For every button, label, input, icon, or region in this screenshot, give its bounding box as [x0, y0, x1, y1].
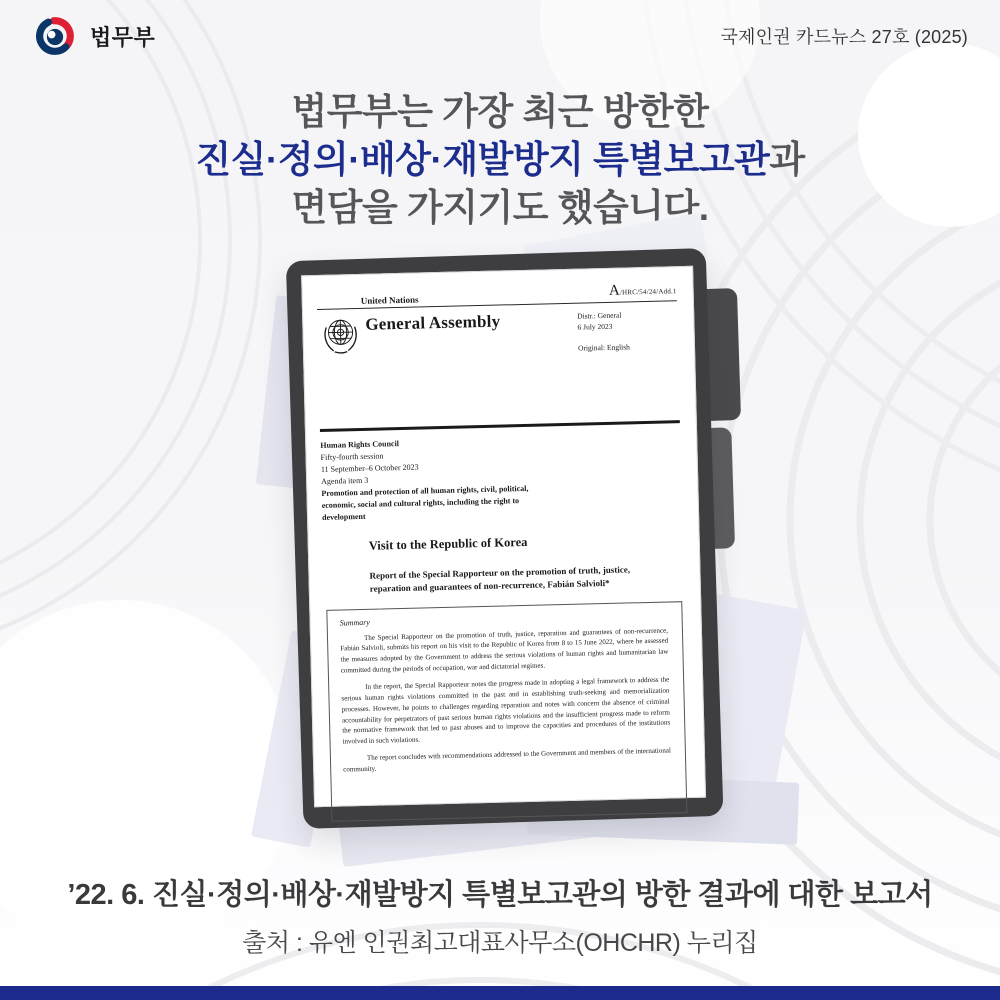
- agenda-description: Promotion and protection of all human rights, civil, political, economic, social and cultural rights, including the right to development: [321, 483, 529, 522]
- council-name: Human Rights Council: [320, 438, 400, 450]
- headline: [0, 88, 1000, 232]
- caption-source: 출처 : 유엔 인권최고대표사무소(OHCHR) 누리집: [242, 929, 758, 957]
- agenda-item: Agenda item 3: [321, 475, 369, 486]
- divider: [320, 420, 680, 432]
- headline-highlight: 진실·정의·배상·재발방지 특별보고관: [195, 139, 770, 180]
- report-title: Visit to the Republic of Korea: [368, 534, 528, 553]
- doc-symbol: A/HRC/54/24/Add.1: [608, 282, 677, 299]
- session-block: [320, 431, 682, 524]
- ministry-name: 법무부: [90, 24, 156, 50]
- headline-line1: 법무부는 가장 최근 방한한: [291, 91, 709, 132]
- series-label: 국제인권 카드뉴스 27호 (2025): [720, 27, 968, 47]
- caption: [0, 872, 1000, 959]
- doc-date: 6 July 2023: [577, 321, 613, 332]
- summary-paragraph: The Special Rapporteur on the promotion of truth, justice, reparation and guarantees of non-recurrence, Fabián Salvioli, submits his report on his visit to the Republic of Korea from 8 to 15 June 2022, where he assessed the measures adopted by the Government to address the serious violations of human rights and humanitarian law committed during the periods of occupation, war and dictatorial regimes.: [340, 626, 669, 675]
- doc-language: Original: English: [577, 342, 630, 353]
- general-assembly-title: General Assembly: [365, 311, 501, 334]
- headline-line3: 면담을 가지기도 했습니다.: [291, 187, 709, 228]
- document-illustration: [275, 235, 764, 864]
- report-subtitle: Report of the Special Rapporteur on the promotion of truth, justice, reparation and guarantees of non-recurrence, Fabián Salvioli*: [369, 564, 631, 594]
- distr-line: Distr.: General: [577, 310, 622, 321]
- top-bar: [0, 0, 1000, 72]
- un-emblem-icon: [319, 313, 362, 356]
- moj-brand: [32, 13, 155, 59]
- un-report-page: [301, 266, 706, 807]
- summary-label: Summary: [339, 617, 370, 628]
- summary-paragraph: In the report, the Special Rapporteur notes the progress made in adopting a legal framework to address the serious human rights violations committed in the past and in establishing truth-seeking and memorialization processes. However, he points to challenges regarding reparation and notes with concern the absence of criminal accountability for perpetrators of past serious human rights violations and the insufficient progress made to reform the normative framework that led to past abuses and to improve the capacities and procedures of the institutions involved in such violations.: [341, 675, 671, 746]
- summary-box: [326, 601, 687, 822]
- headline-line2-suffix: 과: [769, 139, 805, 180]
- bottom-accent-bar: [0, 986, 1000, 1000]
- un-org-label: United Nations: [360, 294, 419, 306]
- summary-paragraph: The report concludes with recommendations addressed to the Government and members of the international community.: [343, 746, 671, 774]
- caption-title: ’22. 6. 진실·정의·배상·재발방지 특별보고관의 방한 결과에 대한 보고서: [67, 879, 933, 911]
- distribution-info: [577, 309, 678, 354]
- session-dates: 11 September–6 October 2023: [320, 462, 419, 474]
- moj-emblem-icon: [32, 13, 78, 59]
- session-number: Fifty-fourth session: [320, 451, 384, 462]
- headline-line2: [0, 136, 1000, 184]
